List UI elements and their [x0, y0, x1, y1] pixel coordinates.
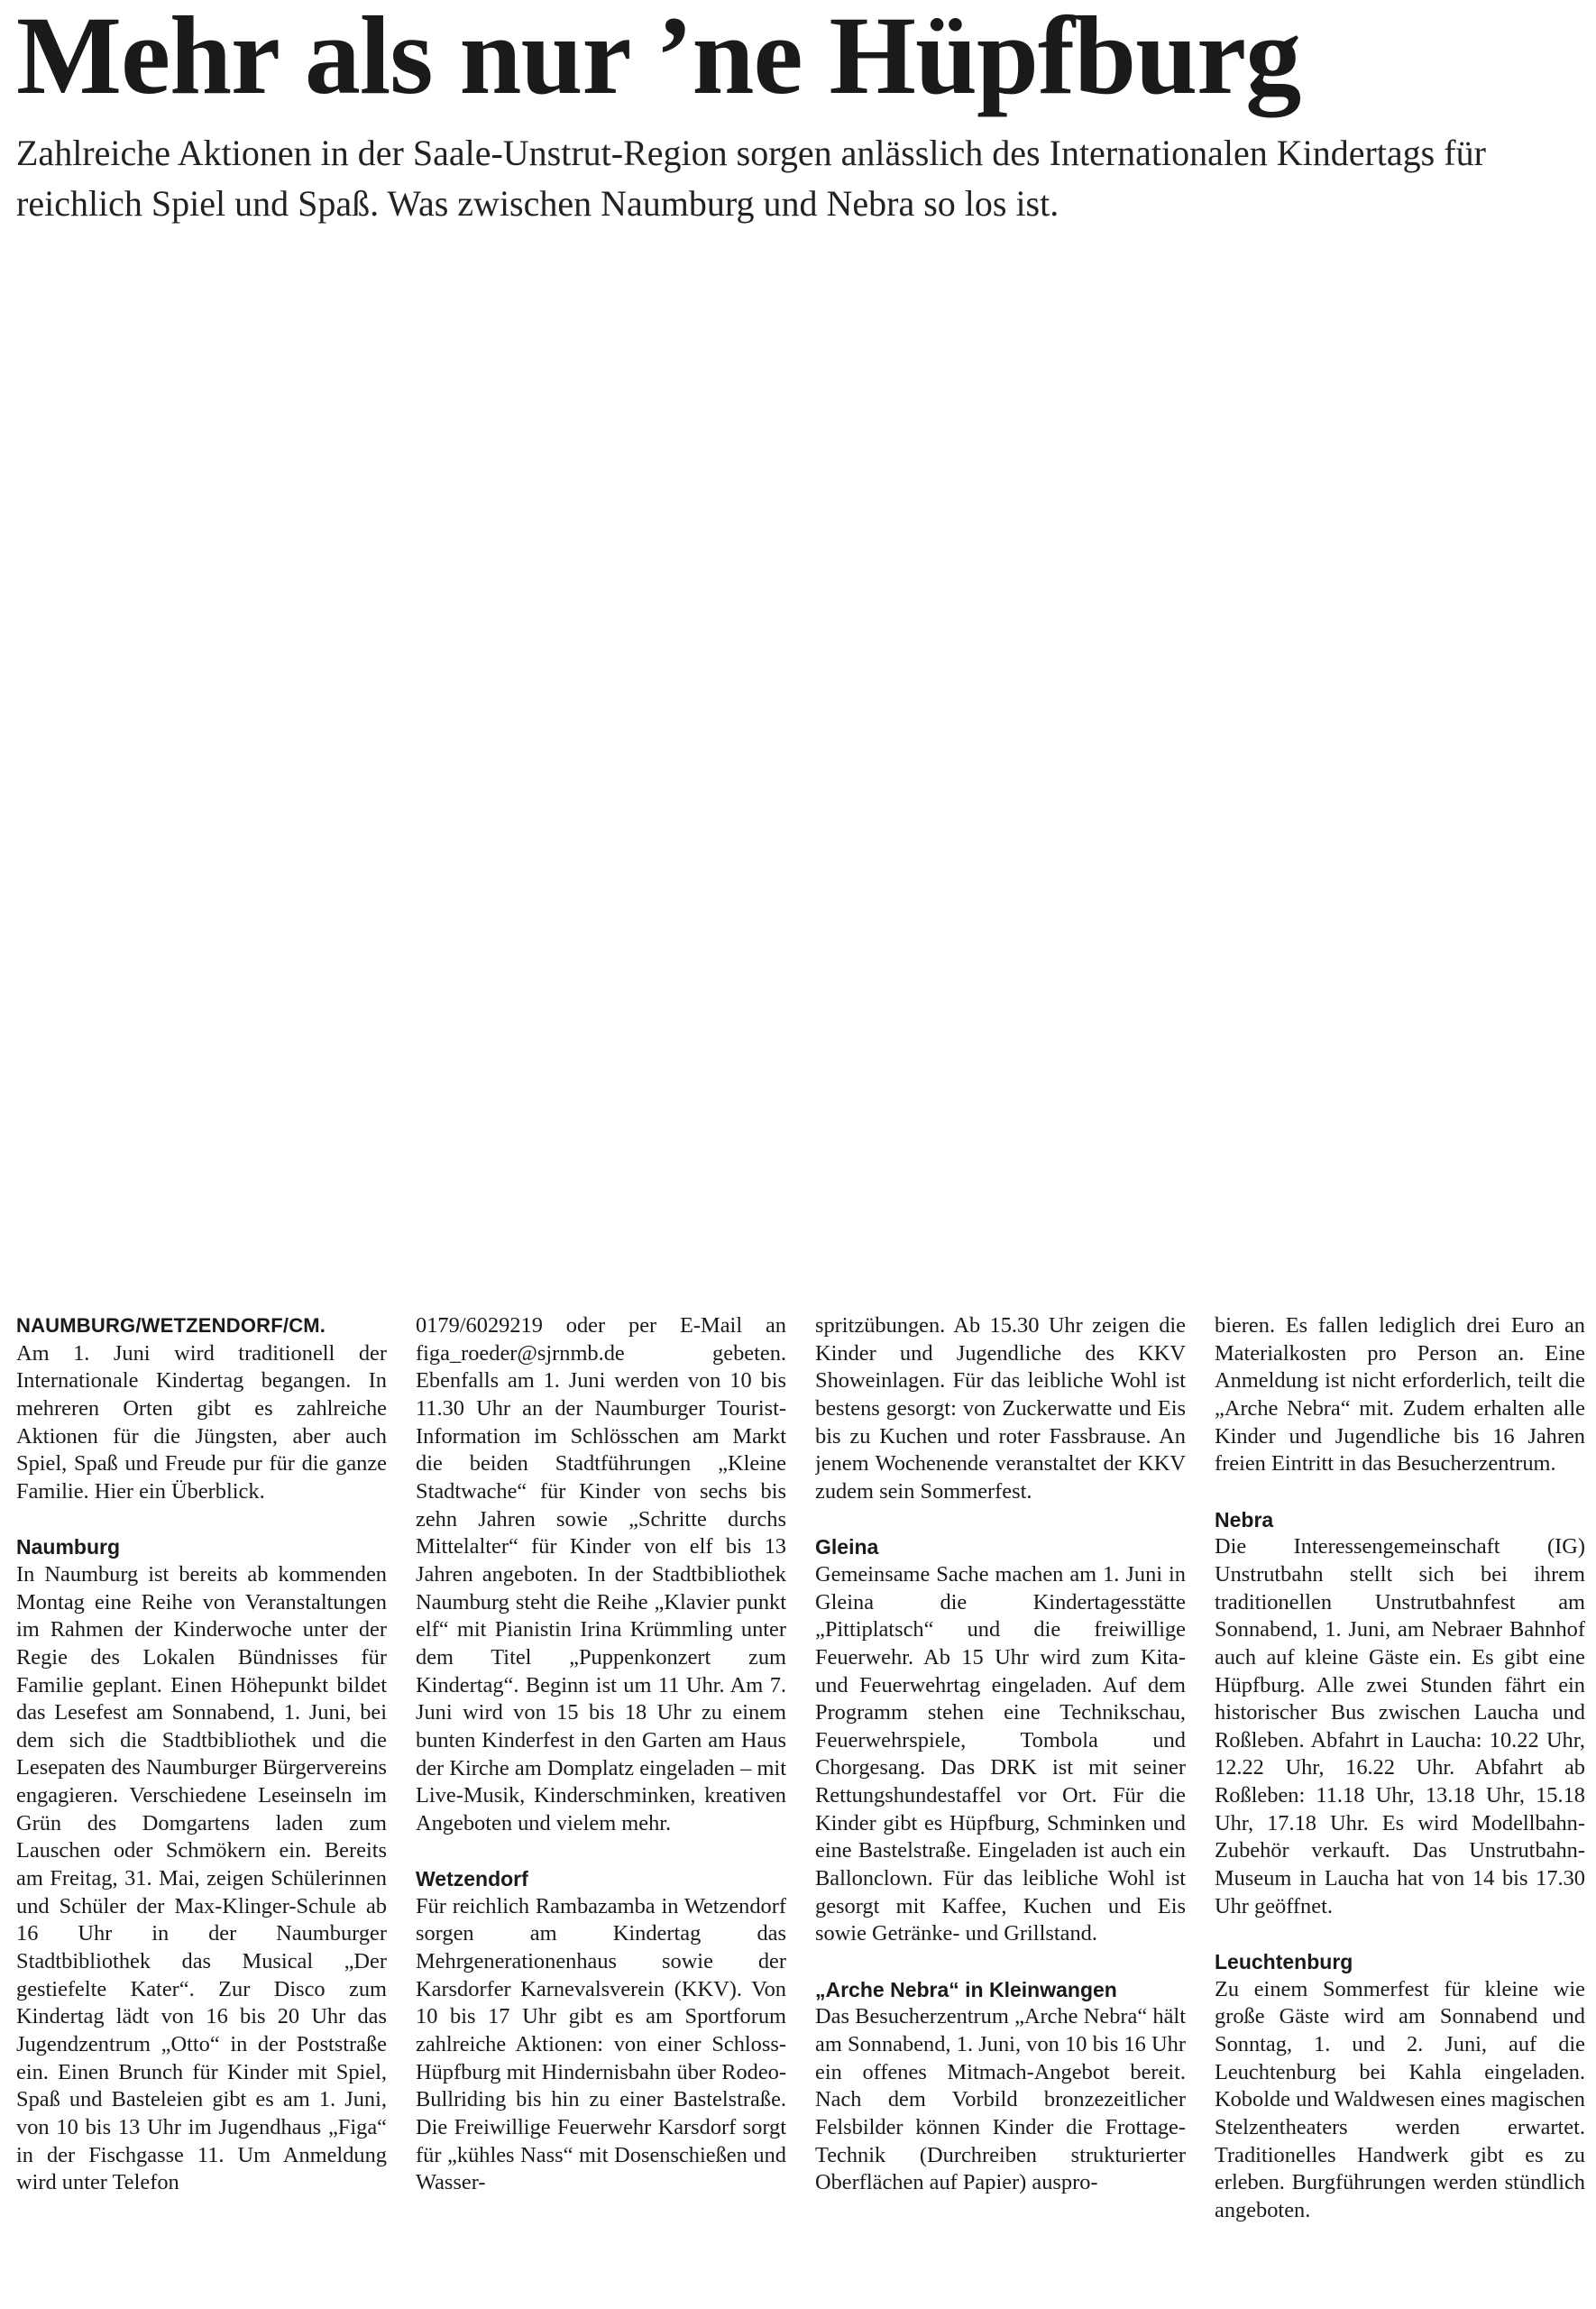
section-heading-arche-nebra: „Arche Nebra“ in Kleinwangen — [815, 1977, 1117, 2001]
naumburg-paragraph-continued: 0179/6029219 oder per E-Mail an figa_roeder@sjrnmb.de gebeten. Ebenfalls am 1. Juni werden von 10 bis 11.30 Uhr an der Naumburger Tourist-Information im Schlösschen am Markt die beiden Stadtführungen „Kleine Stadtwache“ für Kinder von sechs bis zehn Jahren sowie „Schritte durchs Mittelalter“ für Kinder von elf bis 13 Jahren angeboten. In der Stadtbibliothek Naumburg steht die Reihe „Klavier punkt elf“ mit Pianistin Irina Krümmling unter dem Titel „Puppenkonzert zum Kindertag“. Beginn ist um 11 Uhr. Am 7. Juni wird von 15 bis 18 Uhr zu einem bunten Kinderfest in den Garten am Haus der Kirche am Domplatz eingeladen – mit Live-Musik, Kinderschminken, kreativen Angeboten und vielem mehr. — [416, 1313, 786, 1835]
article-body — [16, 1312, 1585, 2304]
wetzendorf-paragraph-continued: spritzübungen. Ab 15.30 Uhr zeigen die Kinder und Jugendliche des KKV Showeinlagen. Für das leibliche Wohl ist bestens gesorgt: von Zuckerwatte und Eis bis zu Kuchen und roter Fassbrause. An jenem Wochenende veranstaltet der KKV zudem sein Sommerfest. — [815, 1313, 1186, 1504]
section-heading-gleina: Gleina — [815, 1535, 879, 1559]
section-heading-wetzendorf: Wetzendorf — [416, 1867, 528, 1891]
column-4 — [1215, 1312, 1585, 2304]
section-heading-naumburg: Naumburg — [16, 1535, 120, 1559]
nebra-paragraph: Die Interessengemeinschaft (IG) Unstrutbahn stellt sich bei ihrem traditionellen Unstrutbahnfest am Sonnabend, 1. Juni, am Nebraer Bahnhof auch auf kleine Gäste ein. Es gibt eine Hüpfburg. Alle zwei Stunden fährt ein historischer Bus zwischen Laucha und Roßleben. Abfahrt in Laucha: 10.22 Uhr, 12.22 Uhr, 16.22 Uhr. Abfahrt ab Roßleben: 11.18 Uhr, 13.18 Uhr, 15.18 Uhr, 17.18 Uhr. Es wird Modellbahn-Zubehör verkauft. Das Unstrutbahn-Museum in Laucha hat von 14 bis 17.30 Uhr geöffnet. — [1215, 1534, 1585, 1918]
photo-area — [16, 253, 1585, 1299]
section-heading-leuchtenburg: Leuchtenburg — [1215, 1950, 1353, 1974]
arche-nebra-paragraph: Das Besucherzentrum „Arche Nebra“ hält am Sonnabend, 1. Juni, von 10 bis 16 Uhr ein offenes Mitmach-Angebot bereit. Nach dem Vorbild bronzezeitlicher Felsbilder können Kinder die Frottage-Technik (Durchreiben strukturierter Oberflächen auf Papier) auspro- — [815, 2004, 1186, 2195]
intro-paragraph: Am 1. Juni wird traditionell der Internationale Kindertag begangen. In mehreren Orten gibt es zahlreiche Aktionen für die Jüngsten, aber auch Spiel, Spaß und Freude pur für die ganze Familie. Hier ein Überblick. — [16, 1340, 387, 1504]
dateline: NAUMBURG/WETZENDORF/CM. — [16, 1314, 326, 1337]
column-2 — [416, 1312, 786, 2304]
section-heading-nebra: Nebra — [1215, 1507, 1274, 1532]
subheadline: Zahlreiche Aktionen in der Saale-Unstrut-Region sorgen anlässlich des Internationalen Kindertags für reichlich Spiel und Spaß. Was zwischen Naumburg und Nebra so los ist. — [16, 133, 1486, 224]
column-3 — [815, 1312, 1186, 2304]
arche-nebra-paragraph-continued: bieren. Es fallen lediglich drei Euro an Materialkosten pro Person an. Eine Anmeldung ist nicht erforderlich, teilt die „Arche Nebra“ mit. Zudem erhalten alle Kinder und Jugendliche bis 16 Jahren freien Eintritt in das Besucherzentrum. — [1215, 1313, 1585, 1476]
headline: Mehr als nur ’ne Hüpfburg — [16, 0, 1301, 117]
leuchtenburg-paragraph: Zu einem Sommerfest für kleine wie große Gäste wird am Sonnabend und Sonntag, 1. und 2. Juni, auf die Leuchtenburg bei Kahla eingeladen. Kobolde und Waldwesen eines magischen Stelzentheaters werden erwartet. Traditionelles Handwerk gibt es zu erleben. Burgführungen werden stündlich angeboten. — [1215, 1976, 1585, 2222]
gleina-paragraph: Gemeinsame Sache machen am 1. Juni in Gleina die Kindertagesstätte „Pittiplatsch“ und die freiwillige Feuerwehr. Ab 15 Uhr wird zum Kita- und Feuerwehrtag eingeladen. Auf dem Programm stehen eine Technikschau, Feuerwehrspiele, Tombola und Chorgesang. Das DRK ist mit seiner Rettungshundestaffel vor Ort. Für die Kinder gibt es Hüpfburg, Schminken und eine Bastelstraße. Eingeladen ist auch ein Ballonclown. Für das leibliche Wohl ist gesorgt mit Kaffee, Kuchen und Eis sowie Getränke- und Grillstand. — [815, 1561, 1186, 1946]
column-1 — [16, 1312, 387, 2304]
wetzendorf-paragraph: Für reichlich Rambazamba in Wetzendorf sorgen am Kindertag das Mehrgenerationenhaus sowie der Karsdorfer Karnevalsverein (KKV). Von 10 bis 17 Uhr gibt es am Sportforum zahlreiche Aktionen: von einer Schloss-Hüpfburg mit Hindernisbahn über Rodeo-Bullriding bis hin zu einer Bastelstraße. Die Freiwillige Feuerwehr Karsdorf sorgt für „kühles Nass“ mit Dosenschießen und Wasser- — [416, 1893, 786, 2195]
naumburg-paragraph: In Naumburg ist bereits ab kommenden Montag eine Reihe von Veranstaltungen im Rahmen der Kinderwoche unter der Regie des Lokalen Bündnisses für Familie geplant. Einen Höhepunkt bildet das Lesefest am Sonnabend, 1. Juni, bei dem sich die Stadtbibliothek und die Lesepaten des Naumburger Bürgervereins engagieren. Verschiedene Leseinseln im Grün des Domgartens laden zum Lauschen oder Schmökern ein. Bereits am Freitag, 31. Mai, zeigen Schülerinnen und Schüler der Max-Klinger-Schule ab 16 Uhr in der Naumburger Stadtbibliothek das Musical „Der gestiefelte Kater“. Zur Disco zum Kindertag lädt von 16 bis 20 Uhr das Jugendzentrum „Otto“ in der Poststraße ein. Einen Brunch für Kinder mit Spiel, Spaß und Basteleien gibt es am 1. Juni, von 10 bis 13 Uhr im Jugendhaus „Figa“ in der Fischgasse 11. Um Anmeldung wird unter Telefon — [16, 1561, 387, 2195]
